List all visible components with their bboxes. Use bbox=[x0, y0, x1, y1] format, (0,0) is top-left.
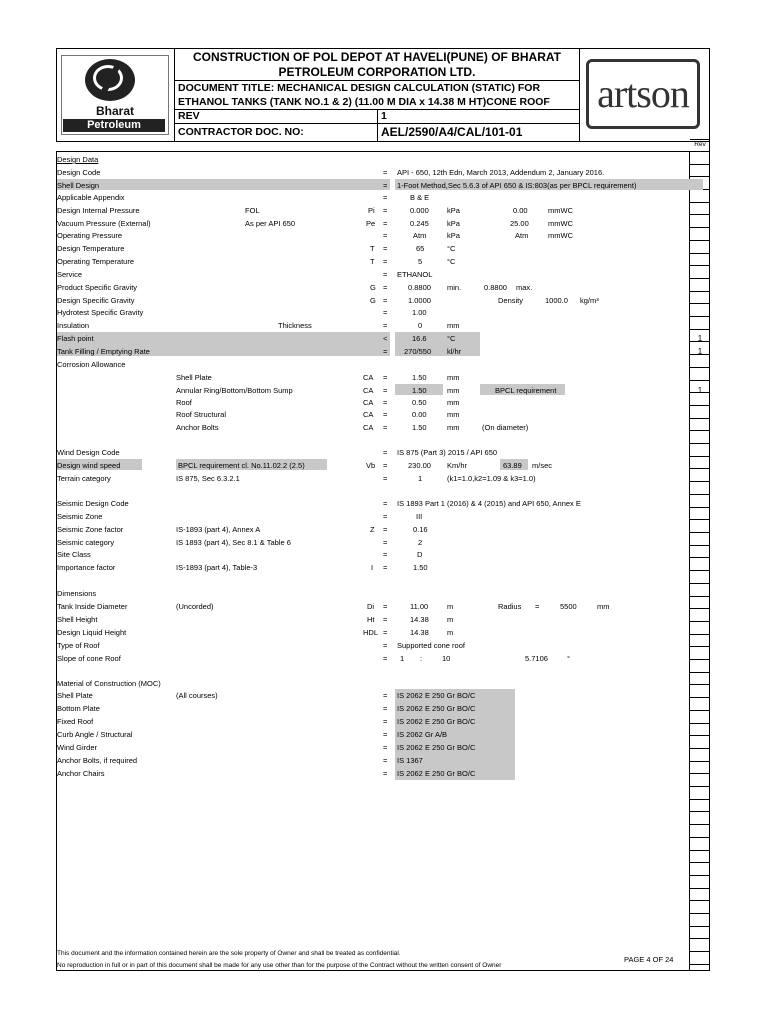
appendix-label: Applicable Appendix bbox=[57, 193, 125, 202]
moc-roof-value: IS 2062 E 250 Gr BO/C bbox=[397, 717, 476, 726]
moc-bottom-value: IS 2062 E 250 Gr BO/C bbox=[397, 704, 476, 713]
bharat-petroleum-logo bbox=[57, 49, 175, 141]
importance-factor-label: Importance factor bbox=[57, 563, 116, 572]
logo-text-bharat: Bharat bbox=[95, 104, 134, 118]
design-code-label: Design Code bbox=[57, 168, 101, 177]
data-row bbox=[57, 230, 689, 242]
wind-speed-note: BPCL requirement cl. No.11.02.2 (2.5) bbox=[178, 461, 305, 470]
site-class-label: Site Class bbox=[57, 550, 91, 559]
tank-diameter-label: Tank Inside Diameter bbox=[57, 602, 128, 611]
eq: = bbox=[383, 231, 388, 240]
data-row bbox=[57, 588, 689, 600]
data-row bbox=[57, 703, 689, 715]
roof-type-label: Type of Roof bbox=[57, 641, 100, 650]
slope-b: 10 bbox=[442, 654, 451, 663]
sh-value: 14.38 bbox=[410, 615, 429, 624]
artson-logo-text: artson bbox=[597, 71, 689, 116]
revision-mark: 1 bbox=[697, 386, 703, 395]
data-row bbox=[57, 256, 689, 268]
eq: = bbox=[383, 525, 388, 534]
seismic-zone-value: III bbox=[416, 512, 423, 521]
terrain-label: Terrain category bbox=[57, 474, 111, 483]
eq: = bbox=[383, 641, 388, 650]
liquid-height-label: Design Liquid Height bbox=[57, 628, 127, 637]
data-row bbox=[57, 372, 689, 384]
shell-height-label: Shell Height bbox=[57, 615, 98, 624]
data-row bbox=[57, 755, 689, 767]
eq: = bbox=[383, 448, 388, 457]
eq: = bbox=[383, 321, 388, 330]
slope-colon: : bbox=[420, 654, 423, 663]
title-block bbox=[56, 48, 710, 142]
eq: = bbox=[383, 373, 388, 382]
data-row bbox=[57, 640, 689, 652]
eq: = bbox=[383, 283, 388, 292]
eq: = bbox=[383, 628, 388, 637]
roof-slope-label: Slope of cone Roof bbox=[57, 654, 121, 663]
eq: = bbox=[383, 730, 388, 739]
eq: = bbox=[535, 602, 540, 611]
sh-symbol: Ht bbox=[367, 615, 375, 624]
ca3-value: 0.50 bbox=[412, 398, 427, 407]
imp-note: IS-1893 (part 4), Table-3 bbox=[176, 563, 258, 572]
dlh-value: 14.38 bbox=[410, 628, 429, 637]
ca2-value: 1.50 bbox=[412, 386, 427, 395]
eq: = bbox=[383, 347, 388, 356]
eq: = bbox=[383, 538, 388, 547]
eq: = bbox=[383, 193, 388, 202]
ca1-value: 1.50 bbox=[412, 373, 427, 382]
rev-value: 1 bbox=[381, 110, 387, 122]
vac-unit-mmwc: mmWC bbox=[548, 219, 573, 228]
eq: = bbox=[383, 219, 388, 228]
tid-unit: m bbox=[447, 602, 454, 611]
eq: = bbox=[383, 743, 388, 752]
data-row bbox=[57, 473, 689, 485]
data-row bbox=[57, 269, 689, 281]
data-row bbox=[57, 678, 689, 690]
op-unit: kPa bbox=[447, 231, 460, 240]
site-class-value: D bbox=[417, 550, 423, 559]
sh-unit: m bbox=[447, 615, 454, 624]
eq: = bbox=[383, 206, 388, 215]
tf-unit: kl/hr bbox=[447, 347, 462, 356]
szf-note: IS-1893 (part 4), Annex A bbox=[176, 525, 261, 534]
operating-temp-label: Operating Temperature bbox=[57, 257, 134, 266]
psg-symbol: G bbox=[370, 283, 376, 292]
vacuum-pressure-label: Vacuum Pressure (External) bbox=[57, 219, 151, 228]
data-row bbox=[57, 180, 689, 192]
data-row bbox=[57, 385, 689, 397]
vac-value-mmwc: 25.00 bbox=[510, 219, 529, 228]
eq: = bbox=[383, 423, 388, 432]
ca1-symbol: CA bbox=[363, 373, 374, 382]
data-row bbox=[57, 320, 689, 332]
eq: = bbox=[383, 769, 388, 778]
revision-column-header: Rev bbox=[694, 141, 706, 148]
sc-value: 2 bbox=[418, 538, 423, 547]
density-value: 1000.0 bbox=[545, 296, 568, 305]
contractor-doc-value: AEL/2590/A4/CAL/101-01 bbox=[381, 125, 523, 139]
data-row bbox=[57, 716, 689, 728]
design-sg-label: Design Specific Gravity bbox=[57, 296, 135, 305]
eq: = bbox=[383, 398, 388, 407]
data-row bbox=[57, 562, 689, 574]
dlh-unit: m bbox=[447, 628, 454, 637]
design-temp-label: Design Temperature bbox=[57, 244, 125, 253]
reproduction-notice: No reproduction in full or in part of this document shall be made for any use other than for the purpose of the Contract without the written consent of Owner bbox=[57, 962, 502, 969]
fp-unit: °C bbox=[447, 334, 456, 343]
filling-rate-label: Tank Filling / Emptying Rate bbox=[57, 347, 150, 356]
hsg-value: 1.00 bbox=[412, 308, 427, 317]
moc-curb-value: IS 2062 Gr A/B bbox=[397, 730, 448, 739]
radius-value: 5500 bbox=[560, 602, 577, 611]
dsg-symbol: G bbox=[370, 296, 376, 305]
vac-symbol: Pe bbox=[366, 219, 376, 228]
data-row bbox=[57, 359, 689, 371]
artson-logo bbox=[579, 49, 709, 141]
data-row bbox=[57, 729, 689, 741]
tid-symbol: Di bbox=[367, 602, 375, 611]
data-row bbox=[57, 742, 689, 754]
ot-value: 5 bbox=[418, 257, 423, 266]
ca2-note: BPCL requirement bbox=[495, 386, 557, 395]
imp-value: 1.50 bbox=[413, 563, 428, 572]
moc-anchor-bolts-value: IS 1367 bbox=[397, 756, 423, 765]
ca3-unit: mm bbox=[447, 398, 460, 407]
ca-anchor-bolts-label: Anchor Bolts bbox=[176, 423, 219, 432]
service-value: ETHANOL bbox=[397, 270, 433, 279]
wind-speed-value-ms: 63.89 bbox=[503, 461, 522, 470]
data-row bbox=[57, 295, 689, 307]
ca5-unit: mm bbox=[447, 423, 460, 432]
title-block-center bbox=[175, 49, 579, 141]
moc-anchor-chairs-label: Anchor Chairs bbox=[57, 769, 105, 778]
bpcl-emblem-icon bbox=[85, 59, 135, 101]
data-row bbox=[57, 498, 689, 510]
ca4-symbol: CA bbox=[363, 410, 374, 419]
shell-design-value: 1-Foot Method,Sec 5.6.3 of API 650 & IS:803(as per BPCL requirement) bbox=[397, 181, 637, 190]
slope-degrees: 5.7106 bbox=[525, 654, 548, 663]
moc-shell-plate-label: Shell Plate bbox=[57, 691, 93, 700]
eq: = bbox=[383, 563, 388, 572]
ins-value: 0 bbox=[418, 321, 423, 330]
fp-value: 16.6 bbox=[412, 334, 427, 343]
data-row bbox=[57, 154, 689, 166]
wind-code-value: IS 875 (Part 3) 2015 / API 650 bbox=[397, 448, 498, 457]
eq: = bbox=[383, 615, 388, 624]
ca1-unit: mm bbox=[447, 373, 460, 382]
terrain-note2: (k1=1.0,k2=1.09 & k3=1.0) bbox=[447, 474, 536, 483]
psg-max: max. bbox=[516, 283, 533, 292]
dip-symbol: Pi bbox=[368, 206, 375, 215]
ca-shell-plate-label: Shell Plate bbox=[176, 373, 212, 382]
fp-symbol: < bbox=[383, 334, 388, 343]
data-row bbox=[57, 549, 689, 561]
op-value-mmwc: Atm bbox=[515, 231, 529, 240]
data-row bbox=[57, 653, 689, 665]
op-value: Atm bbox=[413, 231, 427, 240]
section-dimensions: Dimensions bbox=[57, 589, 97, 598]
data-row bbox=[57, 447, 689, 459]
eq: = bbox=[383, 691, 388, 700]
dt-symbol: T bbox=[370, 244, 375, 253]
data-row bbox=[57, 167, 689, 179]
ins-note: Thickness bbox=[278, 321, 312, 330]
eq: = bbox=[383, 270, 388, 279]
seismic-code-value: IS 1893 Part 1 (2016) & 4 (2015) and API 650, Annex E bbox=[397, 499, 581, 508]
psg-min: min. bbox=[447, 283, 462, 292]
data-row bbox=[57, 218, 689, 230]
data-row bbox=[57, 768, 689, 780]
eq: = bbox=[383, 168, 388, 177]
vac-unit: kPa bbox=[447, 219, 460, 228]
eq: = bbox=[383, 257, 388, 266]
document-title: DOCUMENT TITLE: MECHANICAL DESIGN CALCULATION (STATIC) FOR ETHANOL TANKS (TANK NO.1 & 2) (11.00 M DIA x 14.38 M HT)CONE ROOF bbox=[175, 81, 579, 110]
sc-note: IS 1893 (part 4), Sec 8.1 & Table 6 bbox=[176, 538, 291, 547]
eq: = bbox=[383, 602, 388, 611]
dip-value: 0.000 bbox=[410, 206, 429, 215]
dip-value-mmwc: 0.00 bbox=[513, 206, 528, 215]
data-row bbox=[57, 537, 689, 549]
eq: = bbox=[383, 181, 388, 190]
shell-design-label: Shell Design bbox=[57, 181, 100, 190]
wind-code-label: Wind Design Code bbox=[57, 448, 120, 457]
revision-mark: 1 bbox=[697, 334, 703, 343]
moc-girder-value: IS 2062 E 250 Gr BO/C bbox=[397, 743, 476, 752]
section-corrosion-allowance: Corrosion Allowance bbox=[57, 360, 126, 369]
slope-degree-unit: ° bbox=[567, 654, 570, 663]
hydrotest-sg-label: Hydrotest Specific Gravity bbox=[57, 308, 144, 317]
revision-mark: 1 bbox=[697, 347, 703, 356]
design-code-value: API - 650, 12th Edn, March 2013, Addendum 2, January 2016. bbox=[397, 168, 605, 177]
data-row bbox=[57, 460, 689, 472]
ins-unit: mm bbox=[447, 321, 460, 330]
wind-speed-symbol: Vb bbox=[366, 461, 376, 470]
vac-value: 0.245 bbox=[410, 219, 429, 228]
eq: = bbox=[383, 244, 388, 253]
ca2-symbol: CA bbox=[363, 386, 374, 395]
dt-unit: °C bbox=[447, 244, 456, 253]
data-row bbox=[57, 282, 689, 294]
szf-symbol: Z bbox=[370, 525, 375, 534]
data-row bbox=[57, 333, 689, 345]
slope-a: 1 bbox=[400, 654, 405, 663]
imp-symbol: I bbox=[371, 563, 374, 572]
terrain-value: 1 bbox=[418, 474, 423, 483]
rev-label: REV bbox=[178, 110, 200, 122]
operating-pressure-label: Operating Pressure bbox=[57, 231, 123, 240]
tid-value: 11.00 bbox=[410, 602, 429, 611]
eq: = bbox=[383, 410, 388, 419]
data-row bbox=[57, 627, 689, 639]
ca3-symbol: CA bbox=[363, 398, 374, 407]
eq: = bbox=[383, 654, 388, 663]
psg-value-max: 0.8800 bbox=[484, 283, 507, 292]
service-label: Service bbox=[57, 270, 83, 279]
data-row bbox=[57, 511, 689, 523]
contractor-doc-label: CONTRACTOR DOC. NO: bbox=[178, 126, 304, 138]
ca5-symbol: CA bbox=[363, 423, 374, 432]
eq: = bbox=[383, 550, 388, 559]
radius-label: Radius bbox=[498, 602, 522, 611]
wind-speed-value: 230.00 bbox=[408, 461, 431, 470]
moc-fixed-roof-label: Fixed Roof bbox=[57, 717, 94, 726]
dip-unit: kPa bbox=[447, 206, 460, 215]
data-row bbox=[57, 614, 689, 626]
moc-curb-angle-label: Curb Angle / Structural bbox=[57, 730, 133, 739]
vac-note: As per API 650 bbox=[245, 219, 296, 228]
data-row bbox=[57, 307, 689, 319]
tid-note: (Uncorded) bbox=[176, 602, 214, 611]
density-label: Density bbox=[498, 296, 524, 305]
eq: = bbox=[383, 474, 388, 483]
eq: = bbox=[383, 512, 388, 521]
section-design-data: Design Data bbox=[57, 155, 99, 164]
eq: = bbox=[383, 386, 388, 395]
eq: = bbox=[383, 756, 388, 765]
eq: = bbox=[383, 704, 388, 713]
moc-bottom-plate-label: Bottom Plate bbox=[57, 704, 100, 713]
revision-column bbox=[690, 139, 710, 971]
appendix-value: B & E bbox=[410, 193, 430, 202]
seismic-code-label: Seismic Design Code bbox=[57, 499, 129, 508]
dt-value: 65 bbox=[416, 244, 425, 253]
data-row bbox=[57, 422, 689, 434]
confidentiality-notice: This document and the information contained herein are the sole property of Owner and shall be treated as confidential. bbox=[57, 950, 401, 957]
flash-point-label: Flash point bbox=[57, 334, 94, 343]
section-moc: Material of Construction (MOC) bbox=[57, 679, 161, 688]
dip-unit-mmwc: mmWC bbox=[548, 206, 573, 215]
data-row bbox=[57, 205, 689, 217]
wind-speed-label: Design wind speed bbox=[57, 461, 121, 470]
wind-speed-unit: Km/hr bbox=[447, 461, 468, 470]
ca-annular-ring-label: Annular Ring/Bottom/Bottom Sump bbox=[176, 386, 293, 395]
logo-text-petroleum: Petroleum bbox=[63, 119, 165, 132]
moc-anchor-chairs-value: IS 2062 E 250 Gr BO/C bbox=[397, 769, 476, 778]
radius-unit: mm bbox=[597, 602, 610, 611]
ca4-unit: mm bbox=[447, 410, 460, 419]
ca-roof-label: Roof bbox=[176, 398, 192, 407]
wind-speed-unit-ms: m/sec bbox=[532, 461, 553, 470]
data-row bbox=[57, 690, 689, 702]
psg-value: 0.8800 bbox=[408, 283, 431, 292]
product-sg-label: Product Specific Gravity bbox=[57, 283, 138, 292]
ca2-unit: mm bbox=[447, 386, 460, 395]
ot-symbol: T bbox=[370, 257, 375, 266]
roof-type-value: Supported cone roof bbox=[397, 641, 465, 650]
dip-note: FOL bbox=[245, 206, 260, 215]
insulation-label: Insulation bbox=[57, 321, 90, 330]
eq: = bbox=[383, 296, 388, 305]
eq: = bbox=[383, 461, 388, 470]
data-row bbox=[57, 524, 689, 536]
dsg-value: 1.0000 bbox=[408, 296, 431, 305]
data-row bbox=[57, 192, 689, 204]
data-row bbox=[57, 243, 689, 255]
density-unit: kg/m³ bbox=[580, 296, 599, 305]
eq: = bbox=[383, 717, 388, 726]
moc-shell-note: (All courses) bbox=[176, 691, 218, 700]
terrain-note: IS 875, Sec 6.3.2.1 bbox=[176, 474, 240, 483]
seismic-zone-factor-label: Seismic Zone factor bbox=[57, 525, 124, 534]
dlh-symbol: HDL bbox=[363, 628, 379, 637]
moc-anchor-bolts-label: Anchor Bolts, if required bbox=[57, 756, 138, 765]
ot-unit: °C bbox=[447, 257, 456, 266]
eq: = bbox=[383, 499, 388, 508]
seismic-zone-label: Seismic Zone bbox=[57, 512, 103, 521]
ca-roof-structural-label: Roof Structural bbox=[176, 410, 227, 419]
data-row bbox=[57, 397, 689, 409]
ca4-value: 0.00 bbox=[412, 410, 427, 419]
seismic-category-label: Seismic category bbox=[57, 538, 115, 547]
data-row bbox=[57, 601, 689, 613]
szf-value: 0.16 bbox=[413, 525, 428, 534]
tf-value: 270/550 bbox=[404, 347, 432, 356]
eq: = bbox=[383, 308, 388, 317]
design-internal-pressure-label: Design Internal Pressure bbox=[57, 206, 140, 215]
data-row bbox=[57, 346, 689, 358]
project-title: CONSTRUCTION OF POL DEPOT AT HAVELI(PUNE) OF BHARAT PETROLEUM CORPORATION LTD. bbox=[175, 49, 579, 81]
moc-wind-girder-label: Wind Girder bbox=[57, 743, 98, 752]
ca5-note: (On diameter) bbox=[482, 423, 529, 432]
moc-shell-value: IS 2062 E 250 Gr BO/C bbox=[397, 691, 476, 700]
ca5-value: 1.50 bbox=[412, 423, 427, 432]
page-number: PAGE 4 OF 24 bbox=[624, 955, 674, 964]
op-unit-mmwc: mmWC bbox=[548, 231, 573, 240]
data-row bbox=[57, 409, 689, 421]
